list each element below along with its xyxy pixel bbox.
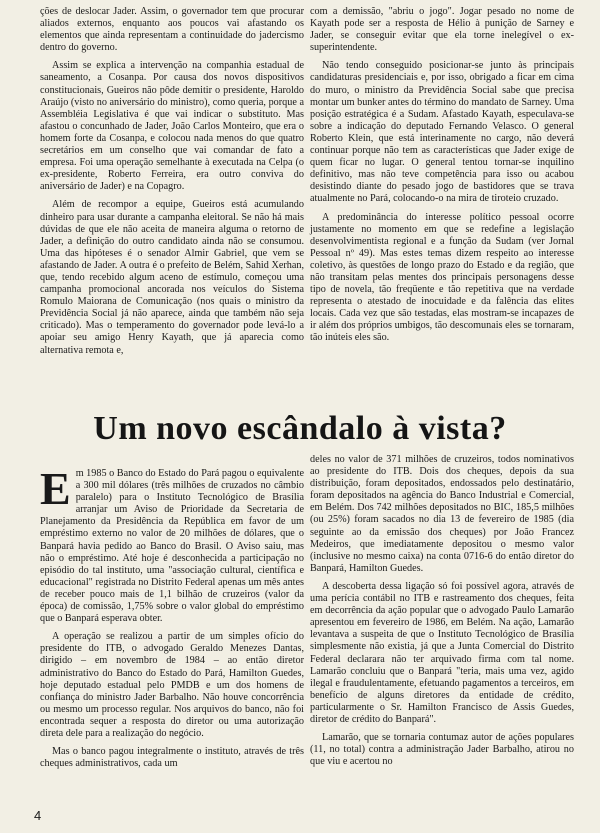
lead-text: m 1985 o Banco do Estado do Pará pagou o equivalente a 300 mil dólares (três milhões de cruzados no câmbio paralelo) para o Instituto Tecnológico de Brasília arranjar um Aviso de Prioridade da Secretaria de Planejamento da Presidência da República em favor de um empréstimo externo no valor de 20 milhões de dólares, que o Banpará havia pedido ao Banco do Brasil. O Aviso saiu, mas não o empréstimo. Até hoje é desconhecida a participação no episódio do tal instituto, uma "associação cultural, científica e educacional" registrada no Distrito Federal apenas um mês antes de receber pouco mais de 1,1 bilhão de cruzeiros (valor da época) de comissão, 1,75% sobre o valor global do empréstimo que o Banpará esperava obter. [40, 468, 304, 625]
paragraph: ções de deslocar Jader. Assim, o governador tem que procurar aliados externos, enquanto aos poucos vai afastando os elementos que ainda representam a continuidade do jadercismo dentro do governo. [40, 6, 304, 54]
paragraph: A operação se realizou a partir de um simples ofício do presidente do ITB, o advogado Geraldo Menezes Dantas, dirigido – em novembro de 1984 – ao então diretor administrativo do Banco do Estado do Pará, Hamilton Guedes, hoje deputado estadual pelo PMDB e um dos homens de confiança do ministro Jader Barbalho. Não houve concorrência ou mesmo um processo regular. Nos arquivos do banco, não foi encontrada sequer a resposta do diretor ou uma autorização direta dele para a realização do negócio. [40, 631, 304, 739]
headline: Um novo escândalo à vista? [93, 410, 507, 447]
paragraph: Além de recompor a equipe, Gueiros está acumulando dinheiro para usar durante a campanha eleitoral. Se não há mais dúvidas de que ele não aceita de maneira alguma o retorno de Jader, a definição do outro candidato ainda não se consumou. Uma das hipóteses é o senador Almir Gabriel, que vem se afastando de Jader. A outra é o prefeito de Belém, Sahid Xerhan, que, tendo recebido algum aceno de estímulo, começou uma campanha promocional ancorada nos veículos do Sistema Romulo Maiorana de Comunicação (nos quais o ministro da Previdência Social já não aparece, ainda que também não seja criticado). Mas o temperamento do governador pode levá-lo a apoiar seu amigo Henry Kayath, que já aparecia como alternativa remota e, [40, 199, 304, 356]
paragraph: A descoberta dessa ligação só foi possível agora, através de uma perícia contábil no ITB e rastreamento dos cheques, feita em decorrência da ação popular que o advogado Paulo Lamarão apresentou em fevereiro de 1986, em Belém. Na ação, Lamarão levantava a suspeita de que o Instituto Tecnológico de Brasília simplesmente não existia, já que a Junta Comercial do Distrito Federal declarara não ter arquivado firma com tal nome. Lamarão concluiu que o Banpará "teria, mais uma vez, agido ilegal e fraudulentamente, efetuando pagamentos a terceiros, em benefício de alguns diretores da entidade de crédito, particularmente o Sr. Hamilton Francisco de Assis Guedes, diretor de crédito do Banpará". [310, 580, 574, 725]
lead-paragraph [40, 463, 304, 625]
drop-cap: E [40, 463, 71, 514]
article-column-bottom-left [40, 463, 304, 776]
paragraph: A predominância do interesse político pessoal ocorre justamente no momento em que se redefine a legislação desenvolvimentista regional e a função da Sudam (ver Jornal Pessoal nº 49). Mas estes temas dizem respeito ao interesse coletivo, às questões de longo prazo do Estado e da região, que não transitam pelas mentes dos principais personagens desse tipo de novela, tão freqüente e tão repetitiva que na verdade representa o atestado de inocuidade e da falência das elites locais. Cada vez que são testadas, elas mostram-se incapazes de ir além dos próprios umbigos, tão descomunais eles se tornaram, tão inúteis eles são. [310, 211, 574, 344]
paragraph: Não tendo conseguido posicionar-se junto às principais candidaturas presidenciais e, por isso, obrigado a ficar em cima do muro, o ministro da Previdência Social sabe que precisa montar um bunker antes do término do mandato de Sarney. Uma posição estratégica é a Sudam. Afastado Kayath, especulava-se sobre a indicação do deputado Fernando Velasco. O general Roberto Klein, que está interinamente no cargo, não deverá continuar porque não tem as características que Jader exige de quem ficar no lugar. O general tentou tornar-se inquilino definitivo, mas não teve competência para isso ou acabou desistindo diante do pesado jogo de bastidores que se trava atualmente no Pará, colocando-o na mira de tiroteio cruzado. [310, 60, 574, 205]
page-number: 4 [34, 808, 42, 823]
article-column-top-left [40, 6, 304, 363]
paragraph: Assim se explica a intervenção na companhia estadual de saneamento, a Cosanpa. Por causa dos novos dispositivos constitucionais, Gueiros não pôde demitir o presidente, Haroldo Araújo (visto no aniversário do ministro), como queria, porque a Assembléia Legislativa é que vai indicar o substituto. Mas afastou o concunhado de Jader, João Carlos Monteiro, que era o homem forte da Cosanpa, e colocou nada menos do que quatro secretários em um conselho que vai comandar de fato a empresa. Foi uma operação semelhante à executada na Celpa (o ex-presidente, Roberto Ferreira, era outro conviva do aniversário de Jader) e na Copagro. [40, 60, 304, 193]
article-column-bottom-right [310, 454, 574, 774]
paragraph: com a demissão, "abriu o jogo". Jogar pesado no nome de Kayath pode ser a resposta de Hélio à punição de Sarney e Jader, se conseguir evitar que ela torne inelegível o ex-superintendente. [310, 6, 574, 54]
paragraph: Mas o banco pagou integralmente o instituto, através de três cheques administrativos, cada um [40, 746, 304, 770]
article-column-top-right [310, 6, 574, 351]
paragraph: deles no valor de 371 milhões de cruzeiros, todos nominativos ao presidente do ITB. Dois dos cheques, depois da sua distribuição, foram depositados, endossados pelo destinatário, foram depositados na agência do Banco Industrial e Comercial, em Belém. Dos 742 milhões depositados no BIC, 185,5 milhões (ou 25%) foram sacados no dia 13 de fevereiro de 1985 (dia seguinte ao da emissão dos cheques) por João Francez Medeiros, que imediatamente depositou o mesmo valor (inclusive no mesmo caixa) na conta 0716-6 do então diretor do Banpará, Hamilton Guedes. [310, 454, 574, 574]
paragraph: Lamarão, que se tornaria contumaz autor de ações populares (11, no total) contra a administração Jader Barbalho, atirou no que viu e acertou no [310, 732, 574, 768]
